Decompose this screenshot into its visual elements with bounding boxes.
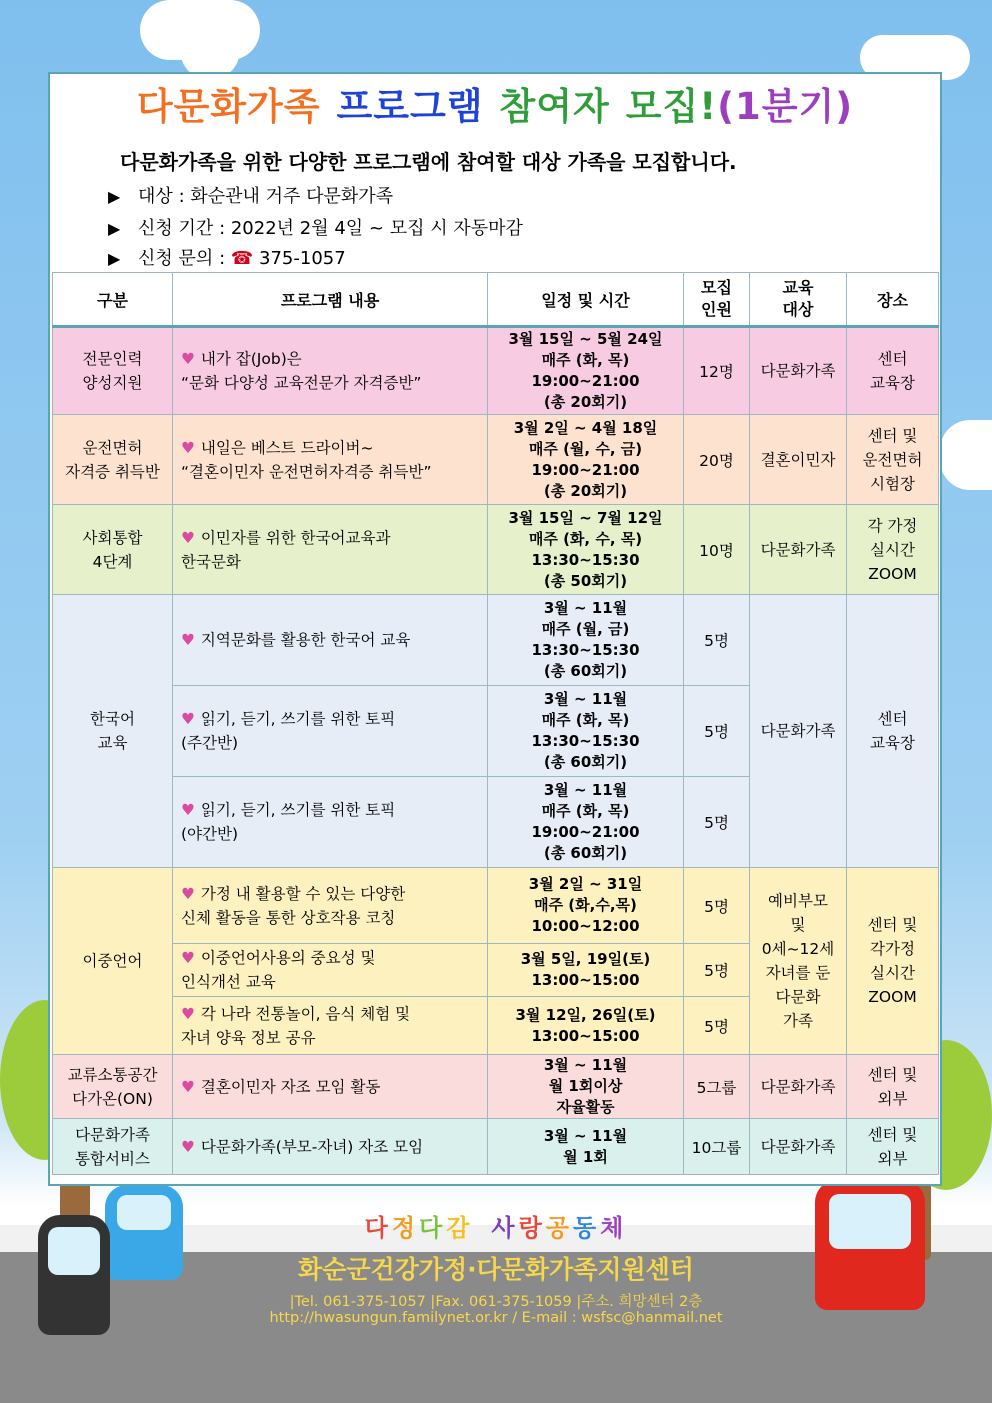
slogan-char: 감 — [446, 1214, 474, 1242]
heart-icon: ♥ — [181, 1077, 195, 1096]
title-part: (1분기) — [717, 85, 854, 128]
title-part: 모집! — [625, 85, 718, 128]
cell-target: 다문화가족 — [750, 1119, 847, 1175]
table-row — [53, 327, 939, 415]
program-text: 각 나라 전통놀이, 음식 체험 및 자녀 양육 정보 공유 — [181, 1004, 411, 1047]
program-text: 다문화가족(부모-자녀) 자조 모임 — [200, 1137, 424, 1156]
heart-icon: ♥ — [181, 1137, 195, 1156]
cell-count: 5명 — [684, 997, 750, 1055]
cell-program — [173, 868, 488, 944]
cell-category: 운전면허 자격증 취득반 — [53, 415, 173, 505]
slogan-char: 사 — [491, 1214, 519, 1242]
heart-icon: ♥ — [181, 1004, 195, 1023]
table-row — [53, 1119, 939, 1175]
program-text: 이중언어사용의 중요성 및 인식개선 교육 — [181, 949, 376, 991]
cell-schedule: 3월 ~ 11월 매주 (월, 금) 13:30~15:30 (총 60회기) — [488, 595, 684, 686]
slogan-char: 체 — [600, 1214, 628, 1242]
info-contact — [108, 244, 346, 270]
title-part: 참여자 — [499, 85, 610, 128]
heart-icon: ♥ — [181, 528, 195, 547]
slogan-char: 공 — [545, 1214, 573, 1242]
heart-icon: ♥ — [181, 801, 195, 819]
program-text: 가정 내 활용할 수 있는 다양한 신체 활동을 통한 상호작용 코칭 — [181, 884, 406, 927]
cell-place: 각 가정 실시간 ZOOM — [847, 505, 939, 595]
cell-count: 5명 — [684, 868, 750, 944]
cell-schedule: 3월 ~ 11월 매주 (화, 목) 13:30~15:30 (총 60회기) — [488, 686, 684, 777]
program-text: 지역문화를 활용한 한국어 교육 — [200, 631, 411, 649]
heart-icon: ♥ — [181, 949, 195, 967]
program-text: 읽기, 듣기, 쓰기를 위한 토픽 (주간반) — [181, 710, 396, 752]
program-text: 읽기, 듣기, 쓰기를 위한 토픽 (야간반) — [181, 801, 396, 843]
info-label: 신청 문의 — [138, 248, 214, 269]
cell-category: 전문인력 양성지원 — [53, 327, 173, 415]
cell-program — [173, 327, 488, 415]
cell-place: 센터 및 운전면허 시험장 — [847, 415, 939, 505]
heart-icon: ♥ — [181, 438, 195, 457]
bullet-icon: ▶ — [108, 219, 121, 238]
program-text: 내가 잡(Job)은 “문화 다양성 교육전문가 자격증반” — [181, 350, 422, 392]
header-target: 교육 대상 — [750, 273, 847, 327]
slogan-char: 정 — [391, 1214, 420, 1242]
cell-place: 센터 교육장 — [847, 595, 939, 868]
phone-number: 375-1057 — [259, 248, 346, 269]
table-row — [53, 415, 939, 505]
cell-schedule: 3월 ~ 11월 매주 (화, 목) 19:00~21:00 (총 60회기) — [488, 777, 684, 868]
cell-count: 10명 — [684, 505, 750, 595]
cell-schedule: 3월 2일 ~ 31일 매주 (화,수,목) 10:00~12:00 — [488, 868, 684, 944]
bullet-icon: ▶ — [108, 187, 121, 206]
table-row — [53, 868, 939, 944]
heart-icon: ♥ — [181, 710, 195, 728]
info-label: 대상 — [138, 186, 173, 207]
info-period — [108, 214, 523, 240]
cloud-decoration — [940, 420, 992, 490]
info-label: 신청 기간 — [138, 218, 214, 239]
header-program: 프로그램 내용 — [173, 273, 488, 327]
cell-program — [173, 777, 488, 868]
program-text: 내일은 베스트 드라이버~ “결혼이민자 운전면허자격증 취득반” — [181, 438, 432, 481]
center-name: 화순군건강가정·다문화가족지원센터 — [298, 1255, 694, 1284]
table-row — [53, 595, 939, 686]
cell-count: 10그룹 — [684, 1119, 750, 1175]
title-part: 다문화가족 — [136, 85, 321, 128]
cell-category: 사회통합 4단계 — [53, 505, 173, 595]
cell-program — [173, 415, 488, 505]
slogan-char: 랑 — [518, 1214, 546, 1242]
slogan-char: 동 — [572, 1214, 601, 1242]
info-value: : 2022년 2월 4일 ~ 모집 시 자동마감 — [219, 218, 523, 239]
info-value: : — [219, 248, 226, 269]
cell-category: 다문화가족 통합서비스 — [53, 1119, 173, 1175]
program-text: 이민자를 위한 한국어교육과 한국문화 — [181, 528, 391, 571]
cell-program — [173, 1119, 488, 1175]
slogan — [0, 1208, 992, 1243]
cell-schedule: 3월 15일 ~ 5월 24일 매주 (화, 목) 19:00~21:00 (총 20회기) — [488, 327, 684, 415]
heart-icon: ♥ — [181, 631, 195, 649]
table-header-row — [53, 273, 939, 327]
header-count: 모집 인원 — [684, 273, 750, 327]
cell-program — [173, 686, 488, 777]
cell-program — [173, 505, 488, 595]
cell-program — [173, 595, 488, 686]
cell-count: 5명 — [684, 686, 750, 777]
cell-target: 예비부모 및 0세~12세 자녀를 둔 다문화 가족 — [750, 868, 847, 1055]
cell-count: 5명 — [684, 777, 750, 868]
contact-web-email: http://hwasungun.familynet.or.kr / E-mail : wsfsc@hanmail.net — [269, 1310, 723, 1326]
slogan-char: 다 — [364, 1214, 392, 1242]
cell-schedule: 3월 15일 ~ 7월 12일 매주 (화, 수, 목) 13:30~15:30 (총 50회기) — [488, 505, 684, 595]
cell-target: 다문화가족 — [750, 505, 847, 595]
cell-count: 5그룹 — [684, 1055, 750, 1119]
table-row — [53, 505, 939, 595]
cell-schedule: 3월 12일, 26일(토) 13:00~15:00 — [488, 997, 684, 1055]
cell-place: 센터 및 외부 — [847, 1119, 939, 1175]
heart-icon: ♥ — [181, 884, 195, 903]
cell-place: 센터 및 외부 — [847, 1055, 939, 1119]
cell-schedule: 3월 ~ 11월 월 1회이상 자율활동 — [488, 1055, 684, 1119]
title-part: 프로그램 — [336, 85, 484, 128]
cell-count: 5명 — [684, 595, 750, 686]
cell-target: 다문화가족 — [750, 595, 847, 868]
cell-program — [173, 1055, 488, 1119]
cell-place: 센터 교육장 — [847, 327, 939, 415]
program-table — [52, 272, 939, 1175]
header-category: 구분 — [53, 273, 173, 327]
cell-category: 이중언어 — [53, 868, 173, 1055]
cell-target: 다문화가족 — [750, 327, 847, 415]
cloud-decoration — [180, 0, 240, 80]
cell-schedule: 3월 2일 ~ 4월 18일 매주 (월, 수, 금) 19:00~21:00 (총 20회기) — [488, 415, 684, 505]
phone-icon: ☎ — [230, 248, 254, 269]
cell-category: 교류소통공간 다가온(ON) — [53, 1055, 173, 1119]
cell-count: 12명 — [684, 327, 750, 415]
cell-program — [173, 944, 488, 997]
cell-category: 한국어 교육 — [53, 595, 173, 868]
cell-schedule: 3월 ~ 11월 월 1회 — [488, 1119, 684, 1175]
info-target — [108, 182, 393, 208]
poster-panel — [48, 72, 942, 1186]
page-title — [50, 76, 940, 130]
bullet-icon: ▶ — [108, 249, 121, 268]
cell-schedule: 3월 5일, 19일(토) 13:00~15:00 — [488, 944, 684, 997]
cell-target: 다문화가족 — [750, 1055, 847, 1119]
program-text: 결혼이민자 자조 모임 활동 — [200, 1077, 381, 1096]
cell-count: 5명 — [684, 944, 750, 997]
slogan-char: 다 — [419, 1214, 447, 1242]
table-row — [53, 1055, 939, 1119]
contact-line: |Tel. 061-375-1057 |Fax. 061-375-1059 |주소. 희망센터 2층 — [289, 1294, 703, 1310]
intro-text: 다문화가족을 위한 다양한 프로그램에 참여할 대상 가족을 모집합니다. — [120, 150, 737, 174]
cell-target: 결혼이민자 — [750, 415, 847, 505]
cell-program — [173, 997, 488, 1055]
heart-icon: ♥ — [181, 350, 195, 368]
info-value: : 화순관내 거주 다문화가족 — [178, 186, 394, 207]
header-schedule: 일정 및 시간 — [488, 273, 684, 327]
cell-count: 20명 — [684, 415, 750, 505]
header-place: 장소 — [847, 273, 939, 327]
cell-place: 센터 및 각가정 실시간 ZOOM — [847, 868, 939, 1055]
